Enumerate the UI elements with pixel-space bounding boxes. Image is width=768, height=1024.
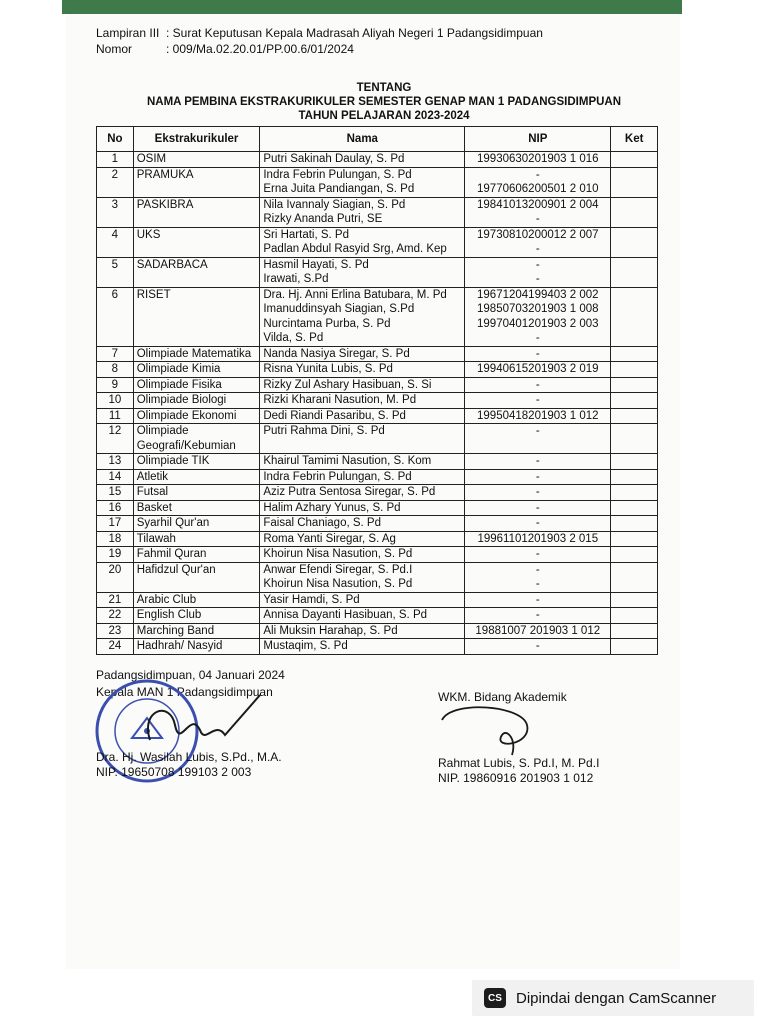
right-signer-nip: NIP. 19860916 201903 1 012: [438, 771, 594, 785]
row-nip: [465, 469, 611, 485]
pembina-name: Imanuddinsyah Siagian, S.Pd: [263, 303, 415, 315]
lampiran-label: Lampiran III: [96, 26, 160, 40]
row-nip: [465, 623, 611, 639]
row-nama: [260, 485, 465, 501]
row-no: 5: [97, 257, 134, 287]
pembina-nip: -: [535, 548, 540, 560]
pembina-name: Khoirun Nisa Nasution, S. Pd: [263, 548, 413, 560]
row-ekstrakurikuler: Atletik: [133, 469, 260, 485]
row-nama: [260, 257, 465, 287]
pembina-name: Putri Rahma Dini, S. Pd: [263, 425, 385, 437]
col-header-no: No: [97, 127, 134, 152]
row-no: 16: [97, 500, 134, 516]
top-green-strip: [62, 0, 682, 14]
row-ket: [611, 424, 658, 454]
pembina-nip: 19850703201903 1 008: [477, 303, 599, 315]
pembina-name: Mustaqim, S. Pd: [263, 640, 348, 652]
pembina-nip: 19770606200501 2 010: [477, 183, 599, 195]
row-ket: [611, 531, 658, 547]
table-row: [97, 287, 658, 346]
table-row: [97, 227, 658, 257]
row-ekstrakurikuler: Tilawah: [133, 531, 260, 547]
row-nama: [260, 362, 465, 378]
col-header-ekstrakurikuler: Ekstrakurikuler: [133, 127, 260, 152]
row-nama: [260, 377, 465, 393]
row-nama: [260, 197, 465, 227]
pembina-nip: 19841013200901 2 004: [477, 198, 599, 211]
pembina-nip: -: [535, 470, 540, 483]
pembina-nip: 19930630201903 1 016: [477, 153, 599, 165]
row-ekstrakurikuler: Hadhrah/ Nasyid: [133, 639, 260, 655]
pembina-name: Anwar Efendi Siregar, S. Pd.I: [263, 563, 413, 576]
table-row: [97, 485, 658, 501]
row-nip: [465, 562, 611, 592]
table-row: [97, 362, 658, 378]
row-ket: [611, 562, 658, 592]
row-ekstrakurikuler: Olimpiade Biologi: [133, 393, 260, 409]
row-nama: [260, 500, 465, 516]
row-no: 12: [97, 424, 134, 454]
right-signature-scribble: [432, 700, 542, 760]
table-row: [97, 197, 658, 227]
pembina-nip: 19961101201903 2 015: [477, 532, 599, 545]
row-nip: [465, 516, 611, 532]
row-nip: [465, 408, 611, 424]
row-no: 9: [97, 377, 134, 393]
pembina-nip: -: [535, 578, 540, 590]
pembina-nip: -: [535, 394, 540, 406]
row-no: 22: [97, 608, 134, 624]
row-no: 24: [97, 639, 134, 655]
row-nama: [260, 393, 465, 409]
pembina-nip: -: [535, 347, 540, 360]
pembina-name: Indra Febrin Pulungan, S. Pd: [263, 168, 412, 181]
row-ket: [611, 197, 658, 227]
pembina-nip: -: [535, 501, 540, 514]
row-nip: [465, 608, 611, 624]
row-ket: [611, 408, 658, 424]
row-no: 2: [97, 167, 134, 197]
row-nip: [465, 454, 611, 470]
pembina-nip: -: [535, 517, 540, 529]
pembina-nip: 19671204199403 2 002: [477, 288, 599, 301]
nomor-label: Nomor: [96, 42, 133, 56]
row-ket: [611, 257, 658, 287]
camscanner-text: Dipindai dengan CamScanner: [516, 989, 717, 1007]
pembina-name: Vilda, S. Pd: [263, 332, 324, 344]
row-no: 8: [97, 362, 134, 378]
row-no: 13: [97, 454, 134, 470]
table-row: [97, 346, 658, 362]
pembina-name: Rizky Ananda Putri, SE: [263, 213, 383, 225]
pembina-name: Indra Febrin Pulungan, S. Pd: [263, 470, 412, 483]
row-no: 14: [97, 469, 134, 485]
row-ekstrakurikuler: Olimpiade Geografi/Kebumian: [133, 424, 260, 454]
row-ket: [611, 592, 658, 608]
row-no: 4: [97, 227, 134, 257]
row-nama: [260, 346, 465, 362]
row-ekstrakurikuler: Futsal: [133, 485, 260, 501]
row-ekstrakurikuler: PASKIBRA: [133, 197, 260, 227]
row-no: 1: [97, 152, 134, 168]
right-signer-title: WKM. Bidang Akademik: [438, 690, 567, 704]
row-nama: [260, 623, 465, 639]
pembina-nip: 19940615201903 2 019: [477, 363, 599, 375]
row-ekstrakurikuler: PRAMUKA: [133, 167, 260, 197]
row-no: 21: [97, 592, 134, 608]
pembina-nip: 19730810200012 2 007: [477, 228, 599, 241]
table-row: [97, 469, 658, 485]
pembina-name: Rizki Kharani Nasution, M. Pd: [263, 394, 417, 406]
pembina-nip: -: [535, 640, 540, 652]
table-row: [97, 531, 658, 547]
col-header-nama: Nama: [260, 127, 465, 152]
pembina-name: Khairul Tamimi Nasution, S. Kom: [263, 455, 432, 467]
pembina-name: Roma Yanti Siregar, S. Ag: [263, 532, 396, 545]
pembina-name: Nila Ivannaly Siagian, S. Pd: [263, 198, 406, 211]
row-ekstrakurikuler: Hafidzul Qur'an: [133, 562, 260, 592]
table-header-row: [97, 127, 658, 152]
row-ekstrakurikuler: Olimpiade Ekonomi: [133, 408, 260, 424]
row-ket: [611, 454, 658, 470]
pembina-name: Erna Juita Pandiangan, S. Pd: [263, 183, 415, 195]
left-signer-nip: NIP. 19650708 199103 2 003: [96, 765, 252, 779]
pembina-nip: -: [535, 425, 540, 437]
row-nip: [465, 377, 611, 393]
row-nama: [260, 469, 465, 485]
row-nama: [260, 562, 465, 592]
row-ket: [611, 485, 658, 501]
pembina-nip: -: [535, 609, 540, 621]
row-ekstrakurikuler: Olimpiade Fisika: [133, 377, 260, 393]
row-ket: [611, 152, 658, 168]
pembina-name: Rizky Zul Ashary Hasibuan, S. Si: [263, 378, 432, 391]
pembina-name: Faisal Chaniago, S. Pd: [263, 517, 381, 529]
row-ket: [611, 346, 658, 362]
pembina-nip: -: [535, 273, 540, 285]
nomor-row: [96, 42, 354, 56]
pembina-name: Aziz Putra Sentosa Siregar, S. Pd: [263, 486, 436, 498]
table-row: [97, 623, 658, 639]
row-no: 20: [97, 562, 134, 592]
table-row: [97, 377, 658, 393]
row-ket: [611, 516, 658, 532]
row-ket: [611, 377, 658, 393]
pembina-name: Irawati, S.Pd: [263, 273, 329, 285]
row-ket: [611, 287, 658, 346]
table-row: [97, 547, 658, 563]
row-nip: [465, 167, 611, 197]
table-row: [97, 152, 658, 168]
pembina-table: [96, 126, 658, 655]
row-ekstrakurikuler: Olimpiade TIK: [133, 454, 260, 470]
pembina-name: Risna Yunita Lubis, S. Pd: [263, 363, 393, 375]
pembina-name: Halim Azhary Yunus, S. Pd: [263, 501, 401, 514]
pembina-name: Annisa Dayanti Hasibuan, S. Pd: [263, 609, 428, 621]
row-ket: [611, 547, 658, 563]
pembina-nip: -: [535, 332, 540, 344]
row-ekstrakurikuler: English Club: [133, 608, 260, 624]
table-row: [97, 500, 658, 516]
row-ekstrakurikuler: OSIM: [133, 152, 260, 168]
row-ekstrakurikuler: Arabic Club: [133, 592, 260, 608]
row-nama: [260, 454, 465, 470]
row-ket: [611, 639, 658, 655]
row-nip: [465, 287, 611, 346]
pembina-nip: -: [535, 455, 540, 467]
row-nip: [465, 547, 611, 563]
row-nama: [260, 408, 465, 424]
left-signer-name: Dra. Hj. Wasilah Lubis, S.Pd., M.A.: [96, 750, 282, 764]
row-nip: [465, 362, 611, 378]
nomor-value: : 009/Ma.02.20.01/PP.00.6/01/2024: [166, 42, 354, 56]
pembina-name: Sri Hartati, S. Pd: [263, 228, 349, 241]
row-nama: [260, 531, 465, 547]
table-row: [97, 393, 658, 409]
right-signer-name: Rahmat Lubis, S. Pd.I, M. Pd.I: [438, 756, 600, 770]
row-ket: [611, 500, 658, 516]
row-nip: [465, 639, 611, 655]
row-nip: [465, 152, 611, 168]
pembina-nip: 19881007 201903 1 012: [475, 624, 601, 637]
row-nip: [465, 393, 611, 409]
pembina-nip: -: [535, 486, 540, 498]
row-nama: [260, 152, 465, 168]
table-row: [97, 167, 658, 197]
row-ekstrakurikuler: Olimpiade Kimia: [133, 362, 260, 378]
row-ket: [611, 469, 658, 485]
row-nip: [465, 227, 611, 257]
lampiran-value: : Surat Keputusan Kepala Madrasah Aliyah Negeri 1 Padangsidimpuan: [166, 26, 543, 40]
row-nama: [260, 547, 465, 563]
row-ekstrakurikuler: SADARBACA: [133, 257, 260, 287]
row-nama: [260, 287, 465, 346]
row-no: 11: [97, 408, 134, 424]
place-date: Padangsidimpuan, 04 Januari 2024: [96, 668, 285, 682]
table-row: [97, 257, 658, 287]
pembina-name: Hasmil Hayati, S. Pd: [263, 258, 369, 271]
row-no: 6: [97, 287, 134, 346]
row-ket: [611, 362, 658, 378]
pembina-nip: 19970401201903 2 003: [477, 317, 599, 330]
pembina-name: Yasir Hamdi, S. Pd: [263, 593, 360, 606]
row-nama: [260, 167, 465, 197]
row-nip: [465, 257, 611, 287]
row-ket: [611, 623, 658, 639]
row-no: 15: [97, 485, 134, 501]
row-no: 23: [97, 623, 134, 639]
row-ket: [611, 393, 658, 409]
pembina-name: Khoirun Nisa Nasution, S. Pd: [263, 578, 413, 590]
table-row: [97, 408, 658, 424]
row-ekstrakurikuler: Syarhil Qur'an: [133, 516, 260, 532]
left-signer-title: Kepala MAN 1 Padangsidimpuan: [96, 685, 273, 699]
row-ekstrakurikuler: RISET: [133, 287, 260, 346]
row-ekstrakurikuler: UKS: [133, 227, 260, 257]
row-ekstrakurikuler: Fahmil Quran: [133, 547, 260, 563]
pembina-name: Dedi Riandi Pasaribu, S. Pd: [263, 409, 406, 422]
row-nama: [260, 424, 465, 454]
row-nama: [260, 639, 465, 655]
row-no: 3: [97, 197, 134, 227]
row-nip: [465, 531, 611, 547]
pembina-name: Padlan Abdul Rasyid Srg, Amd. Kep: [263, 243, 447, 255]
row-ekstrakurikuler: Basket: [133, 500, 260, 516]
table-row: [97, 424, 658, 454]
title-line-1: TENTANG: [356, 82, 412, 94]
col-header-ket: Ket: [611, 127, 658, 152]
row-nama: [260, 227, 465, 257]
pembina-name: Dra. Hj. Anni Erlina Batubara, M. Pd: [263, 288, 447, 301]
row-nip: [465, 592, 611, 608]
pembina-name: Nanda Nasiya Siregar, S. Pd: [263, 347, 410, 360]
table-row: [97, 454, 658, 470]
table-row: [97, 516, 658, 532]
row-nip: [465, 485, 611, 501]
pembina-nip: -: [535, 258, 540, 271]
row-no: 10: [97, 393, 134, 409]
pembina-name: Nurcintama Purba, S. Pd: [263, 317, 391, 330]
title-line-2: NAMA PEMBINA EKSTRAKURIKULER SEMESTER GENAP MAN 1 PADANGSIDIMPUAN: [146, 96, 622, 108]
pembina-nip: -: [535, 168, 540, 181]
row-nama: [260, 608, 465, 624]
table-row: [97, 562, 658, 592]
title-line-3: TAHUN PELAJARAN 2023-2024: [298, 110, 470, 122]
row-no: 7: [97, 346, 134, 362]
camscanner-watermark: [472, 980, 754, 1016]
pembina-nip: -: [535, 593, 540, 606]
row-nip: [465, 424, 611, 454]
pembina-name: Putri Sakinah Daulay, S. Pd: [263, 153, 405, 165]
row-no: 17: [97, 516, 134, 532]
row-nip: [465, 197, 611, 227]
pembina-nip: -: [535, 378, 540, 391]
row-ekstrakurikuler: Olimpiade Matematika: [133, 346, 260, 362]
camscanner-icon: CS: [484, 988, 506, 1008]
row-no: 18: [97, 531, 134, 547]
col-header-nip: NIP: [465, 127, 611, 152]
row-nip: [465, 346, 611, 362]
row-nama: [260, 516, 465, 532]
pembina-nip: -: [535, 213, 540, 225]
row-ket: [611, 608, 658, 624]
row-nama: [260, 592, 465, 608]
row-no: 19: [97, 547, 134, 563]
table-row: [97, 639, 658, 655]
table-row: [97, 592, 658, 608]
row-ekstrakurikuler: Marching Band: [133, 623, 260, 639]
pembina-nip: -: [535, 563, 540, 576]
row-nip: [465, 500, 611, 516]
row-ket: [611, 227, 658, 257]
table-body: [97, 152, 658, 655]
pembina-name: Ali Muksin Harahap, S. Pd: [263, 624, 398, 637]
lampiran-row: [96, 26, 543, 40]
row-ket: [611, 167, 658, 197]
table-row: [97, 608, 658, 624]
pembina-nip: 19950418201903 1 012: [477, 409, 599, 422]
pembina-nip: -: [535, 243, 540, 255]
